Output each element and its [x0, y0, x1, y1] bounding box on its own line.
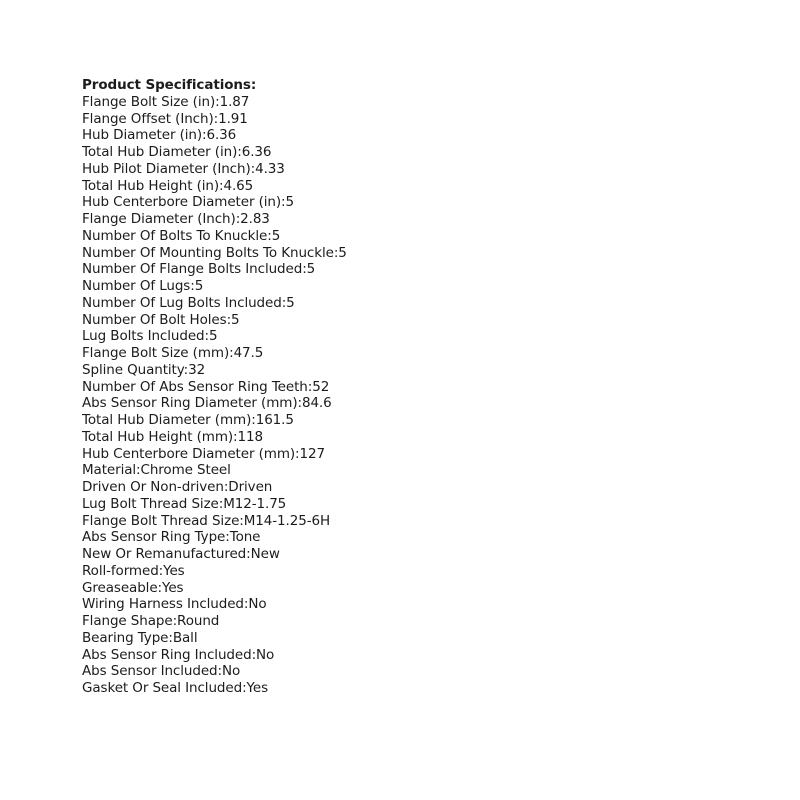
spec-value: 5 [285, 194, 294, 211]
spec-value: 6.36 [206, 127, 237, 144]
spec-colon: : [251, 412, 256, 428]
spec-label: Number Of Bolt Holes [82, 311, 227, 328]
spec-value: 2.83 [240, 211, 270, 227]
spec-colon: : [333, 244, 339, 261]
spec-line [82, 211, 722, 228]
spec-value: 5 [306, 261, 316, 278]
spec-colon: : [223, 479, 229, 495]
spec-label: Flange Bolt Size (in) [82, 93, 216, 110]
spec-line [82, 312, 722, 329]
spec-colon: : [217, 663, 222, 680]
spec-line [82, 613, 722, 630]
spec-line [82, 546, 722, 563]
spec-label: Total Hub Height (in) [82, 177, 220, 194]
spec-line [82, 412, 722, 429]
spec-line [82, 496, 722, 513]
spec-colon: : [225, 529, 230, 546]
spec-line [82, 429, 722, 446]
spec-colon: : [213, 110, 219, 127]
spec-value: 1.91 [218, 110, 248, 127]
spec-line [82, 345, 722, 362]
spec-colon: : [172, 613, 178, 629]
spec-label: Hub Diameter (in) [82, 127, 203, 144]
spec-line [82, 161, 722, 178]
spec-colon: : [218, 495, 224, 512]
spec-colon: : [219, 177, 224, 194]
product-specifications-panel [82, 77, 722, 697]
spec-label: Material [82, 462, 137, 479]
spec-colon: : [229, 345, 234, 361]
spec-line [82, 596, 722, 613]
spec-list [82, 94, 722, 697]
spec-colon: : [267, 227, 272, 244]
spec-colon: : [297, 395, 302, 412]
spec-colon: : [233, 428, 238, 445]
spec-label: Flange Bolt Thread Size [82, 512, 240, 529]
spec-value: 6.36 [241, 144, 272, 160]
spec-label: Hub Centerbore Diameter (in) [82, 194, 282, 211]
spec-value: M14-1.25-6H [243, 512, 331, 529]
spec-value: 5 [231, 311, 240, 328]
spec-line [82, 395, 722, 412]
spec-value: New [250, 546, 280, 562]
spec-colon: : [307, 378, 313, 395]
spec-colon: : [226, 311, 232, 328]
spec-colon: : [281, 194, 286, 211]
spec-label: Abs Sensor Ring Type [82, 529, 226, 546]
spec-line [82, 228, 722, 245]
spec-value: 84.6 [301, 395, 332, 412]
spec-value: 4.33 [255, 160, 285, 177]
spec-label: Abs Sensor Ring Diameter (mm) [82, 395, 298, 412]
spec-colon: : [183, 361, 189, 378]
spec-line [82, 446, 722, 463]
spec-line [82, 647, 722, 664]
spec-value: 52 [312, 378, 330, 395]
spec-colon: : [215, 93, 220, 110]
spec-line [82, 563, 722, 580]
spec-colon: : [239, 512, 244, 529]
spec-colon: : [204, 328, 209, 345]
spec-value: Ball [172, 629, 198, 646]
spec-value: 47.5 [233, 345, 264, 361]
spec-label: Roll-formed [82, 562, 159, 579]
spec-value: 4.65 [223, 177, 254, 194]
spec-line [82, 127, 722, 144]
spec-colon: : [251, 646, 257, 663]
spec-line [82, 278, 722, 295]
specs-title: Product Specifications: [82, 77, 257, 93]
spec-label: Bearing Type [82, 629, 169, 646]
spec-colon: : [136, 462, 141, 479]
spec-label: Lug Bolts Included [82, 328, 205, 345]
spec-value: Tone [229, 529, 261, 546]
spec-value: 1.87 [219, 93, 250, 110]
spec-value: 5 [194, 278, 204, 294]
spec-value: 118 [237, 428, 263, 445]
spec-label: Lug Bolt Thread Size [82, 495, 219, 512]
spec-line [82, 362, 722, 379]
spec-colon: : [158, 562, 164, 579]
spec-line [82, 245, 722, 262]
spec-label: Hub Centerbore Diameter (mm) [82, 445, 296, 462]
spec-value: 32 [188, 361, 206, 378]
spec-colon: : [190, 278, 195, 294]
spec-value: M12-1.75 [223, 495, 287, 512]
spec-colon: : [202, 127, 207, 144]
spec-line [82, 580, 722, 597]
spec-colon: : [246, 546, 251, 562]
spec-line [82, 194, 722, 211]
spec-label: Flange Diameter (Inch) [82, 211, 236, 227]
spec-line [82, 479, 722, 496]
spec-value: 5 [338, 244, 347, 261]
spec-line [82, 630, 722, 647]
spec-value: Yes [246, 680, 269, 696]
spec-colon: : [157, 579, 162, 596]
spec-label: New Or Remanufactured [82, 546, 247, 562]
spec-label: Abs Sensor Ring Included [82, 646, 252, 663]
spec-value: Yes [163, 562, 185, 579]
spec-line [82, 462, 722, 479]
spec-value: No [221, 663, 241, 680]
spec-line [82, 144, 722, 161]
spec-line [82, 663, 722, 680]
spec-label: Total Hub Diameter (mm) [82, 412, 252, 428]
spec-label: Number Of Flange Bolts Included [82, 261, 303, 278]
spec-colon: : [242, 680, 247, 696]
spec-label: Number Of Lug Bolts Included [82, 294, 282, 311]
spec-line [82, 529, 722, 546]
spec-label: Flange Bolt Size (mm) [82, 345, 230, 361]
spec-label: Total Hub Height (mm) [82, 428, 234, 445]
spec-label: Number Of Bolts To Knuckle [82, 227, 268, 244]
spec-line [82, 680, 722, 697]
spec-colon: : [168, 629, 173, 646]
spec-value: 5 [271, 227, 281, 244]
spec-label: Driven Or Non-driven [82, 479, 224, 495]
spec-value: 127 [299, 445, 325, 462]
spec-label: Number Of Lugs [82, 278, 191, 294]
spec-colon: : [302, 261, 307, 278]
spec-value: Yes [161, 579, 184, 596]
spec-label: Total Hub Diameter (in) [82, 144, 238, 160]
spec-label: Spline Quantity [82, 361, 184, 378]
spec-line [82, 178, 722, 195]
spec-value: 5 [286, 294, 295, 311]
spec-line [82, 295, 722, 312]
spec-colon: : [281, 294, 287, 311]
spec-line [82, 379, 722, 396]
spec-line [82, 94, 722, 111]
spec-label: Wiring Harness Included [82, 596, 244, 613]
spec-label: Flange Offset (Inch) [82, 110, 214, 127]
spec-label: Number Of Mounting Bolts To Knuckle [82, 244, 334, 261]
spec-colon: : [250, 160, 256, 177]
spec-colon: : [235, 211, 241, 227]
spec-value: Chrome Steel [140, 462, 231, 479]
spec-label: Abs Sensor Included [82, 663, 218, 680]
spec-line [82, 261, 722, 278]
spec-label: Gasket Or Seal Included [82, 680, 243, 696]
spec-value: Driven [228, 479, 273, 495]
spec-label: Number Of Abs Sensor Ring Teeth [82, 378, 308, 395]
spec-colon: : [295, 445, 300, 462]
spec-value: Round [177, 613, 220, 629]
spec-value: 161.5 [255, 412, 294, 428]
spec-value: 5 [208, 328, 218, 345]
spec-label: Hub Pilot Diameter (Inch) [82, 160, 251, 177]
spec-label: Greaseable [82, 579, 158, 596]
spec-line [82, 111, 722, 128]
spec-colon: : [237, 144, 242, 160]
spec-colon: : [243, 596, 249, 613]
spec-value: No [256, 646, 275, 663]
spec-label: Flange Shape [82, 613, 173, 629]
spec-line [82, 513, 722, 530]
spec-line [82, 328, 722, 345]
spec-value: No [248, 596, 267, 613]
